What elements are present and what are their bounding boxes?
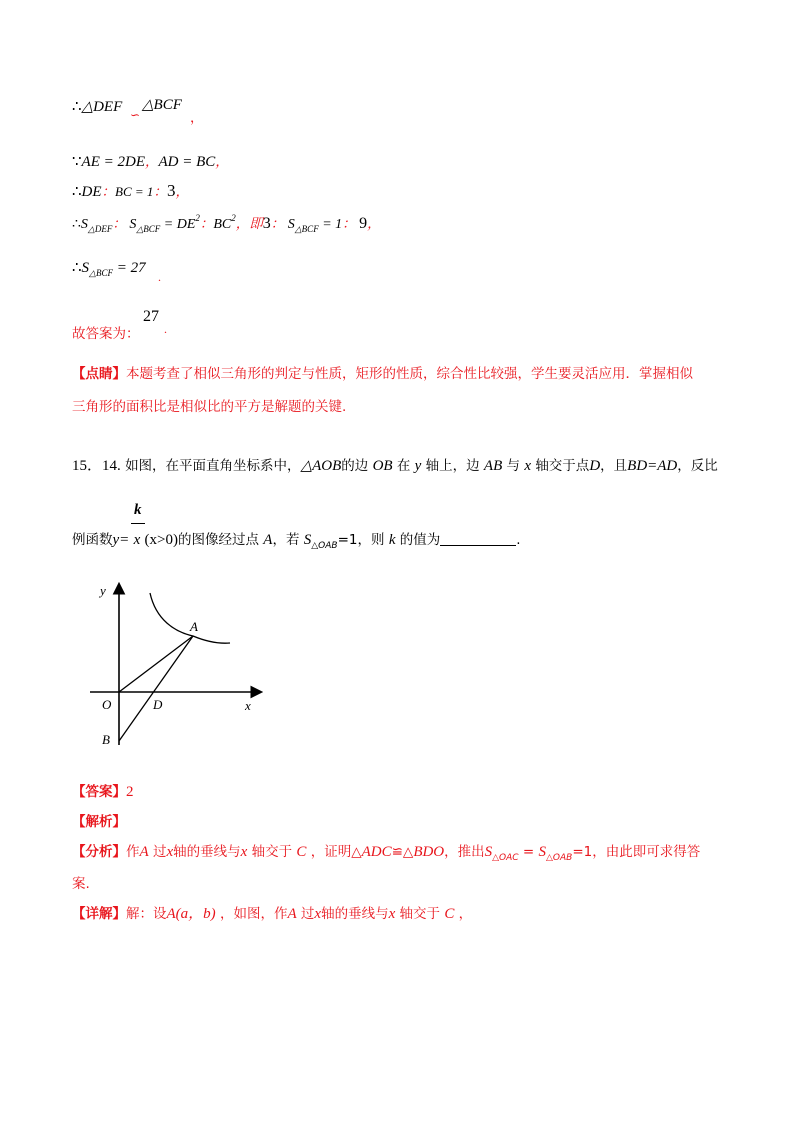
problem-line-1 [72,454,718,475]
xiangjie-text: 过 [296,906,315,922]
equals-27: = 27 [116,260,146,276]
segment-ob: OB [372,458,393,474]
fenxi-line-2: 案. [72,876,90,892]
xiangjie-tag: 【详解】 [72,906,126,922]
fenxi-line-1 [72,840,700,863]
fraction-denominator: x [133,532,141,548]
triangle-def: △DEF [81,99,123,115]
solution-line-2 [72,150,229,171]
problem-text: 的图像经过点 [178,532,259,548]
y-equals: y= [112,532,130,548]
fenxi-text: 轴交于 [247,844,293,860]
comma: ， [175,184,189,200]
xiangjie-text: 轴的垂线与 [321,906,389,922]
area-s: S [287,217,295,232]
answer-value-27: 27 [143,308,159,325]
answer-label: 故答案为： [72,326,140,342]
xiangjie-text: 解：设 [126,906,167,922]
label-o: O [102,697,112,712]
area-subscript: △OAC [492,853,519,863]
equation-bd-ad: BD=AD [627,458,678,474]
triangle-bcf: △BCF [142,97,182,113]
bc-squared: BC [213,217,232,232]
comma: ， [190,110,204,126]
period: . [516,532,521,548]
area-s: S [80,217,88,232]
problem-number: 15．14. [72,458,121,474]
fenxi-text: = [518,844,539,860]
exponent: 2 [195,213,200,223]
triangle-aob: △AOB [300,458,342,474]
comment-tag: 【点睛】 [72,366,126,382]
period: . [164,322,167,336]
label-b: B [102,732,110,747]
segment-ba [119,636,193,741]
therefore-symbol: ∴ [72,217,81,232]
fenxi-text: =1，由此即可求得答 [572,844,701,860]
ratio-colon: ： [342,216,356,232]
exponent: 2 [231,213,236,223]
de-term: DE [81,184,102,200]
ratio-colon: ： [101,184,116,200]
problem-text: 如图，在平面直角坐标系中， [125,458,301,474]
var-x: x [388,906,396,922]
comment-text: 本题考查了相似三角形的判定与性质，矩形的性质，综合性比较强，学生要灵活应用．掌握相似 [126,366,693,382]
point-a: A [263,532,273,548]
answer-line [72,780,134,801]
point-a-coords: A(a，b) [166,906,216,922]
label-a: A [190,619,198,634]
xiangjie-text: ， [454,906,473,922]
problem-text: 轴交于点 [535,458,590,474]
equation-ad: AD = BC [158,154,216,170]
problem-text: =1，则 [337,532,385,548]
problem-line-2 [72,528,521,551]
ratio-colon: ： [270,216,285,232]
solution-line-5 [72,258,146,279]
equation-ae: AE = 2DE [81,154,145,170]
solution-line-1 [72,97,122,116]
fenxi-text: ，证明△ [306,844,362,860]
comment-line-2: 三角形的面积比是相似比的平方是解题的关键. [72,399,347,415]
area-s: S [303,532,312,548]
comma: ， [215,154,229,170]
area-s: S [81,260,90,276]
area-s: S [484,844,493,860]
var-k: k [388,532,396,548]
problem-text: ，且 [600,458,628,474]
value-3: 3 [262,215,271,232]
problem-text: 例函数 [72,532,113,548]
fenxi-text: 作 [126,844,140,860]
point-a: A [287,906,297,922]
area-subscript: △OAB [546,853,573,863]
fenxi-text: 轴的垂线与 [173,844,241,860]
answer-value: 2 [126,784,134,800]
answer-blank [440,531,516,546]
var-y: y [414,458,422,474]
triangle-bdo: BDO [413,844,445,860]
var-x: x [166,844,174,860]
problem-text: 的值为 [399,532,441,548]
fraction-numerator: k [134,502,142,518]
point-c: C [444,906,455,922]
equals-1: = 1 [322,217,343,232]
domain-condition: (x>0) [144,532,178,548]
xiangjie-line-1 [72,902,472,923]
problem-text: 的边 [341,458,369,474]
triangle-adc: ADC [361,844,392,860]
area-subscript: △BCF [136,224,161,234]
period: . [158,270,161,284]
therefore-symbol: ∴ [72,184,82,200]
label-y: y [100,583,106,598]
therefore-symbol: ∴ [72,99,82,115]
comment-line-1 [72,362,693,382]
therefore-symbol: ∴ [72,260,82,276]
xiangjie-text: ，如图，作 [215,906,288,922]
ratio-colon: ： [199,216,214,232]
area-subscript: △OAB [311,541,338,551]
comma: ， [145,154,159,170]
point-a: A [139,844,149,860]
solution-line-3 [72,180,189,201]
xiangjie-text: 轴交于 [395,906,441,922]
because-symbol: ∵ [72,154,82,170]
area-subscript: △BCF [89,268,113,278]
fenxi-text: 过 [148,844,167,860]
problem-text: 在 [396,458,411,474]
ji-text: ，即 [235,216,263,232]
fraction-bar [131,523,145,524]
problem-text: ，反比 [677,458,718,474]
bc-term: BC = 1 [115,184,154,199]
ratio-value-3: 3 [166,181,176,200]
label-d: D [153,697,163,712]
area-s: S [538,844,546,860]
point-d: D [589,458,601,474]
value-9: 9 [359,215,368,232]
label-x: x [245,698,251,713]
var-x: x [240,844,248,860]
coordinate-figure [80,575,280,755]
answer-tag: 【答案】 [72,784,126,800]
comma: ， [367,216,381,232]
problem-text: ，若 [272,532,300,548]
ratio-colon: ： [153,184,167,200]
segment-oa [119,636,193,692]
ratio-colon: ： [112,216,126,232]
segment-ab: AB [483,458,503,474]
var-x: x [524,458,532,474]
problem-text: 与 [506,458,521,474]
point-c: C [296,844,307,860]
area-subscript: △BCF [294,224,319,234]
area-s: S [129,217,137,232]
problem-text: 轴上，边 [425,458,480,474]
de-squared: = DE [163,217,196,232]
area-subscript: △DEF [87,224,113,234]
var-x: x [314,906,322,922]
fenxi-text: ，推出 [444,844,485,860]
fenxi-text: ≌△ [391,844,414,860]
similar-symbol: ∽ [130,108,141,122]
fenxi-tag: 【分析】 [72,844,126,860]
analysis-tag: 【解析】 [72,814,126,830]
solution-line-4 [72,212,381,235]
